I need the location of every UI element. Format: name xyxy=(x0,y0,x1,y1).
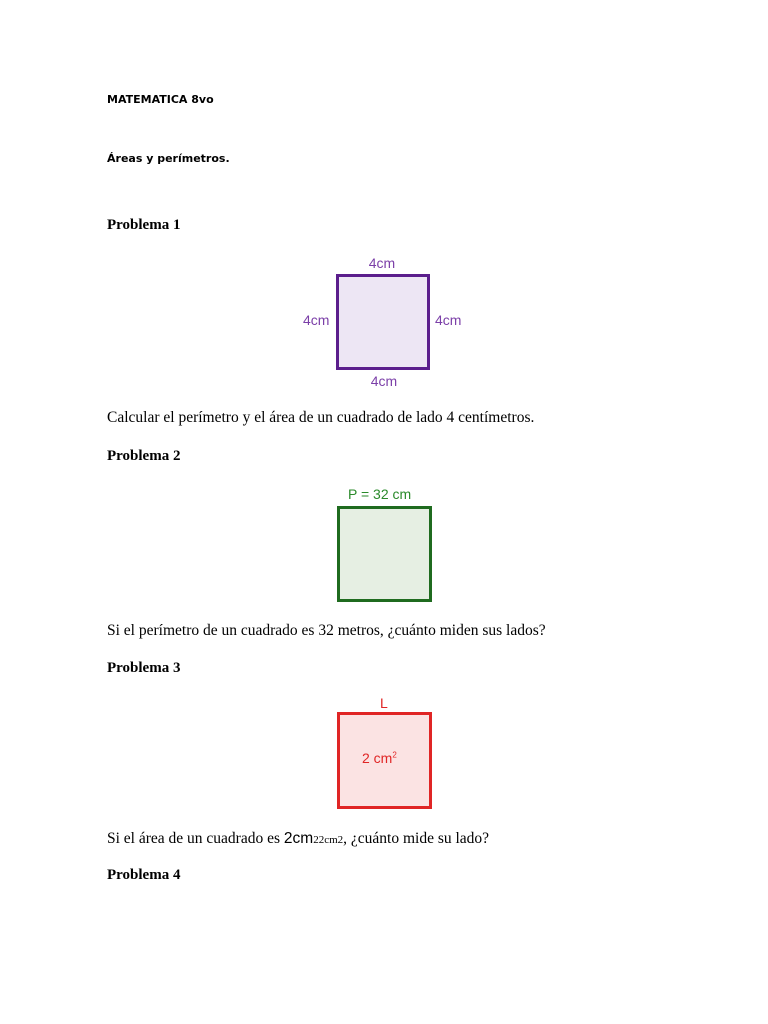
problem-2-text: Si el perímetro de un cuadrado es 32 metros, ¿cuánto miden sus lados? xyxy=(107,622,546,639)
problem-3-area-label: 2 $cm^2$ xyxy=(362,750,397,766)
problem-4-heading: Problema 4 xyxy=(107,867,181,883)
problem-3-side-label: L xyxy=(380,695,388,711)
problem-1-text: Calcular el perímetro y el área de un cuadrado de lado 4 centímetros. xyxy=(107,409,535,426)
problem-1-bottom-side-label: 4cm xyxy=(370,373,398,389)
document-subject: MATEMATICA 8vo xyxy=(107,93,214,106)
problem-1-left-side-label: 4cm xyxy=(303,312,330,328)
problem-1-top-side-label: 4cm xyxy=(368,255,396,271)
problem-3-heading: Problema 3 xyxy=(107,660,181,676)
problem-1-right-side-label: 4cm xyxy=(435,312,462,328)
document-topic: Áreas y perímetros. xyxy=(107,152,230,165)
problem-2-perimeter-label: P = 32 cm xyxy=(348,486,412,502)
problem-1-heading: Problema 1 xyxy=(107,217,181,233)
problem-2-square-figure xyxy=(337,506,432,602)
problem-2-heading: Problema 2 xyxy=(107,448,181,464)
problem-3-text: Si el área de un cuadrado es 2cm22cm2, ¿cuánto mide su lado? xyxy=(107,830,490,847)
problem-1-square-figure xyxy=(336,274,430,370)
